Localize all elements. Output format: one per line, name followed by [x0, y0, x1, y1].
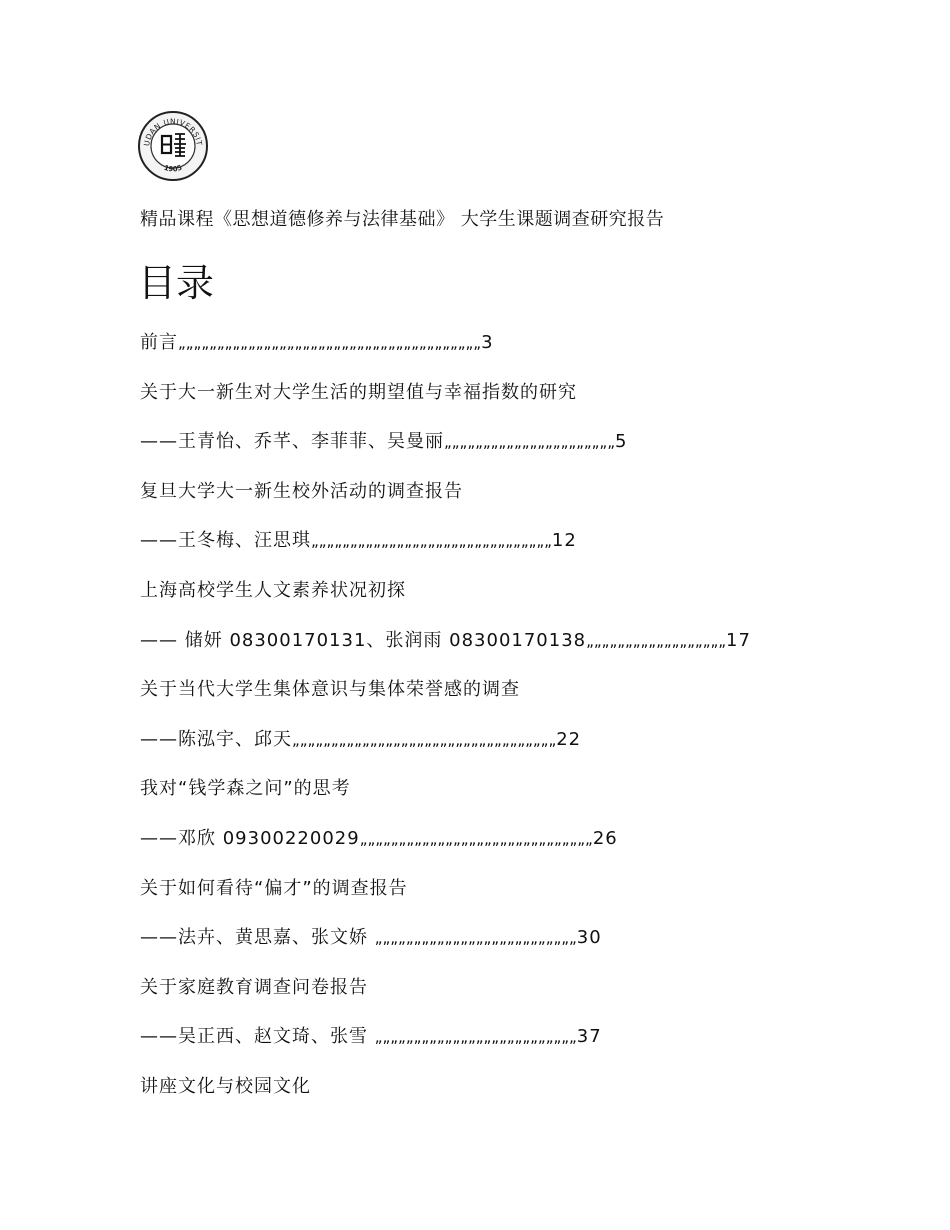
svg-text:FUDAN UNIVERSITY: UDAN UNIVERSIT [141, 116, 204, 147]
university-seal-logo [137, 110, 209, 182]
toc-entry-title: 前言 [140, 332, 178, 353]
toc-leader-dots: „„„„„„„„„„„„„„„„„„„„„„„„„„„„„„„„„„ [292, 730, 557, 749]
toc-entry-authors: ——邓欣 09300220029 [140, 827, 360, 849]
toc-page-number: 30 [576, 927, 602, 949]
toc-entry-title-line[interactable] [140, 876, 840, 926]
toc-entry-title: 关于如何看待“偏才”的调查报告 [140, 877, 408, 899]
toc-entry-title: 关于家庭教育调查问卷报告 [140, 976, 368, 998]
fudan-university-seal-icon [137, 110, 209, 182]
toc-entry-authors: ——王冬梅、汪思琪 [140, 530, 311, 552]
toc-entry-title-line[interactable] [140, 1074, 840, 1124]
toc-leader-dots: „„„„„„„„„„„„„„„„„„„„„„ [444, 433, 615, 452]
table-of-contents [140, 330, 840, 1124]
toc-entry-author-line[interactable] [140, 925, 840, 975]
svg-text:1905: 1905 [162, 163, 184, 174]
toc-entry-title: 我对“钱学森之问”的思考 [140, 778, 351, 800]
toc-leader-dots: „„„„„„„„„„„„„„„„„„ [586, 631, 727, 650]
toc-entry-author-line[interactable] [140, 1024, 840, 1074]
toc-entry-title-line[interactable] [140, 578, 840, 628]
toc-leader-dots: „„„„„„„„„„„„„„„„„„„„„„„„„„ [374, 929, 577, 948]
toc-entry-title-line[interactable] [140, 975, 840, 1025]
toc-entry-author-line[interactable] [140, 628, 840, 678]
toc-entry-author-line[interactable] [140, 528, 840, 578]
toc-entry-title-line[interactable] [140, 677, 840, 727]
toc-entry-title: 关于大一新生对大学生活的期望值与幸福指数的研究 [140, 381, 577, 403]
toc-entry-title: 复旦大学大一新生校外活动的调查报告 [140, 480, 463, 502]
toc-entry-title-line[interactable] [140, 479, 840, 529]
toc-entry-authors: ——吴正西、赵文琦、张雪 [140, 1026, 375, 1048]
toc-leader-dots: „„„„„„„„„„„„„„„„„„„„„„„„„„„„„„„„„„„„„„„ [178, 334, 482, 352]
toc-page-number: 22 [556, 728, 582, 750]
toc-page-number: 5 [614, 431, 628, 453]
toc-entry-preface[interactable] [140, 330, 840, 380]
toc-leader-dots: „„„„„„„„„„„„„„„„„„„„„„„„„„ [374, 1028, 577, 1047]
toc-entry-title-line[interactable] [140, 776, 840, 826]
toc-leader-dots: „„„„„„„„„„„„„„„„„„„„„„„„„„„„„„„ [311, 532, 552, 551]
document-subtitle: 精品课程《思想道德修养与法律基础》 大学生课题调查研究报告 [140, 209, 665, 230]
toc-page-number: 37 [576, 1026, 602, 1048]
toc-entry-author-line[interactable] [140, 429, 840, 479]
toc-entry-title-line[interactable] [140, 380, 840, 430]
toc-entry-title: 讲座文化与校园文化 [140, 1075, 311, 1097]
toc-leader-dots: „„„„„„„„„„„„„„„„„„„„„„„„„„„„„„ [359, 829, 593, 848]
toc-page-number: 12 [551, 530, 577, 552]
toc-entry-title: 关于当代大学生集体意识与集体荣誉感的调查 [140, 679, 520, 701]
toc-entry-authors: ——法卉、黄思嘉、张文娇 [140, 927, 375, 949]
toc-entry-authors: ——陈泓宇、邱天 [140, 728, 292, 750]
toc-entry-authors: —— 储妍 08300170131、张润雨 08300170138 [140, 629, 587, 651]
toc-page-number: 17 [726, 629, 751, 651]
toc-page-number: 3 [481, 332, 494, 353]
toc-entry-title: 上海高校学生人文素养状况初探 [140, 579, 406, 601]
toc-entry-authors: ——王青怡、乔芊、李菲菲、吴曼丽 [140, 431, 444, 453]
toc-entry-author-line[interactable] [140, 727, 840, 777]
toc-heading: 目录 [138, 261, 215, 305]
toc-page-number: 26 [592, 827, 618, 849]
toc-entry-author-line[interactable] [140, 826, 840, 876]
